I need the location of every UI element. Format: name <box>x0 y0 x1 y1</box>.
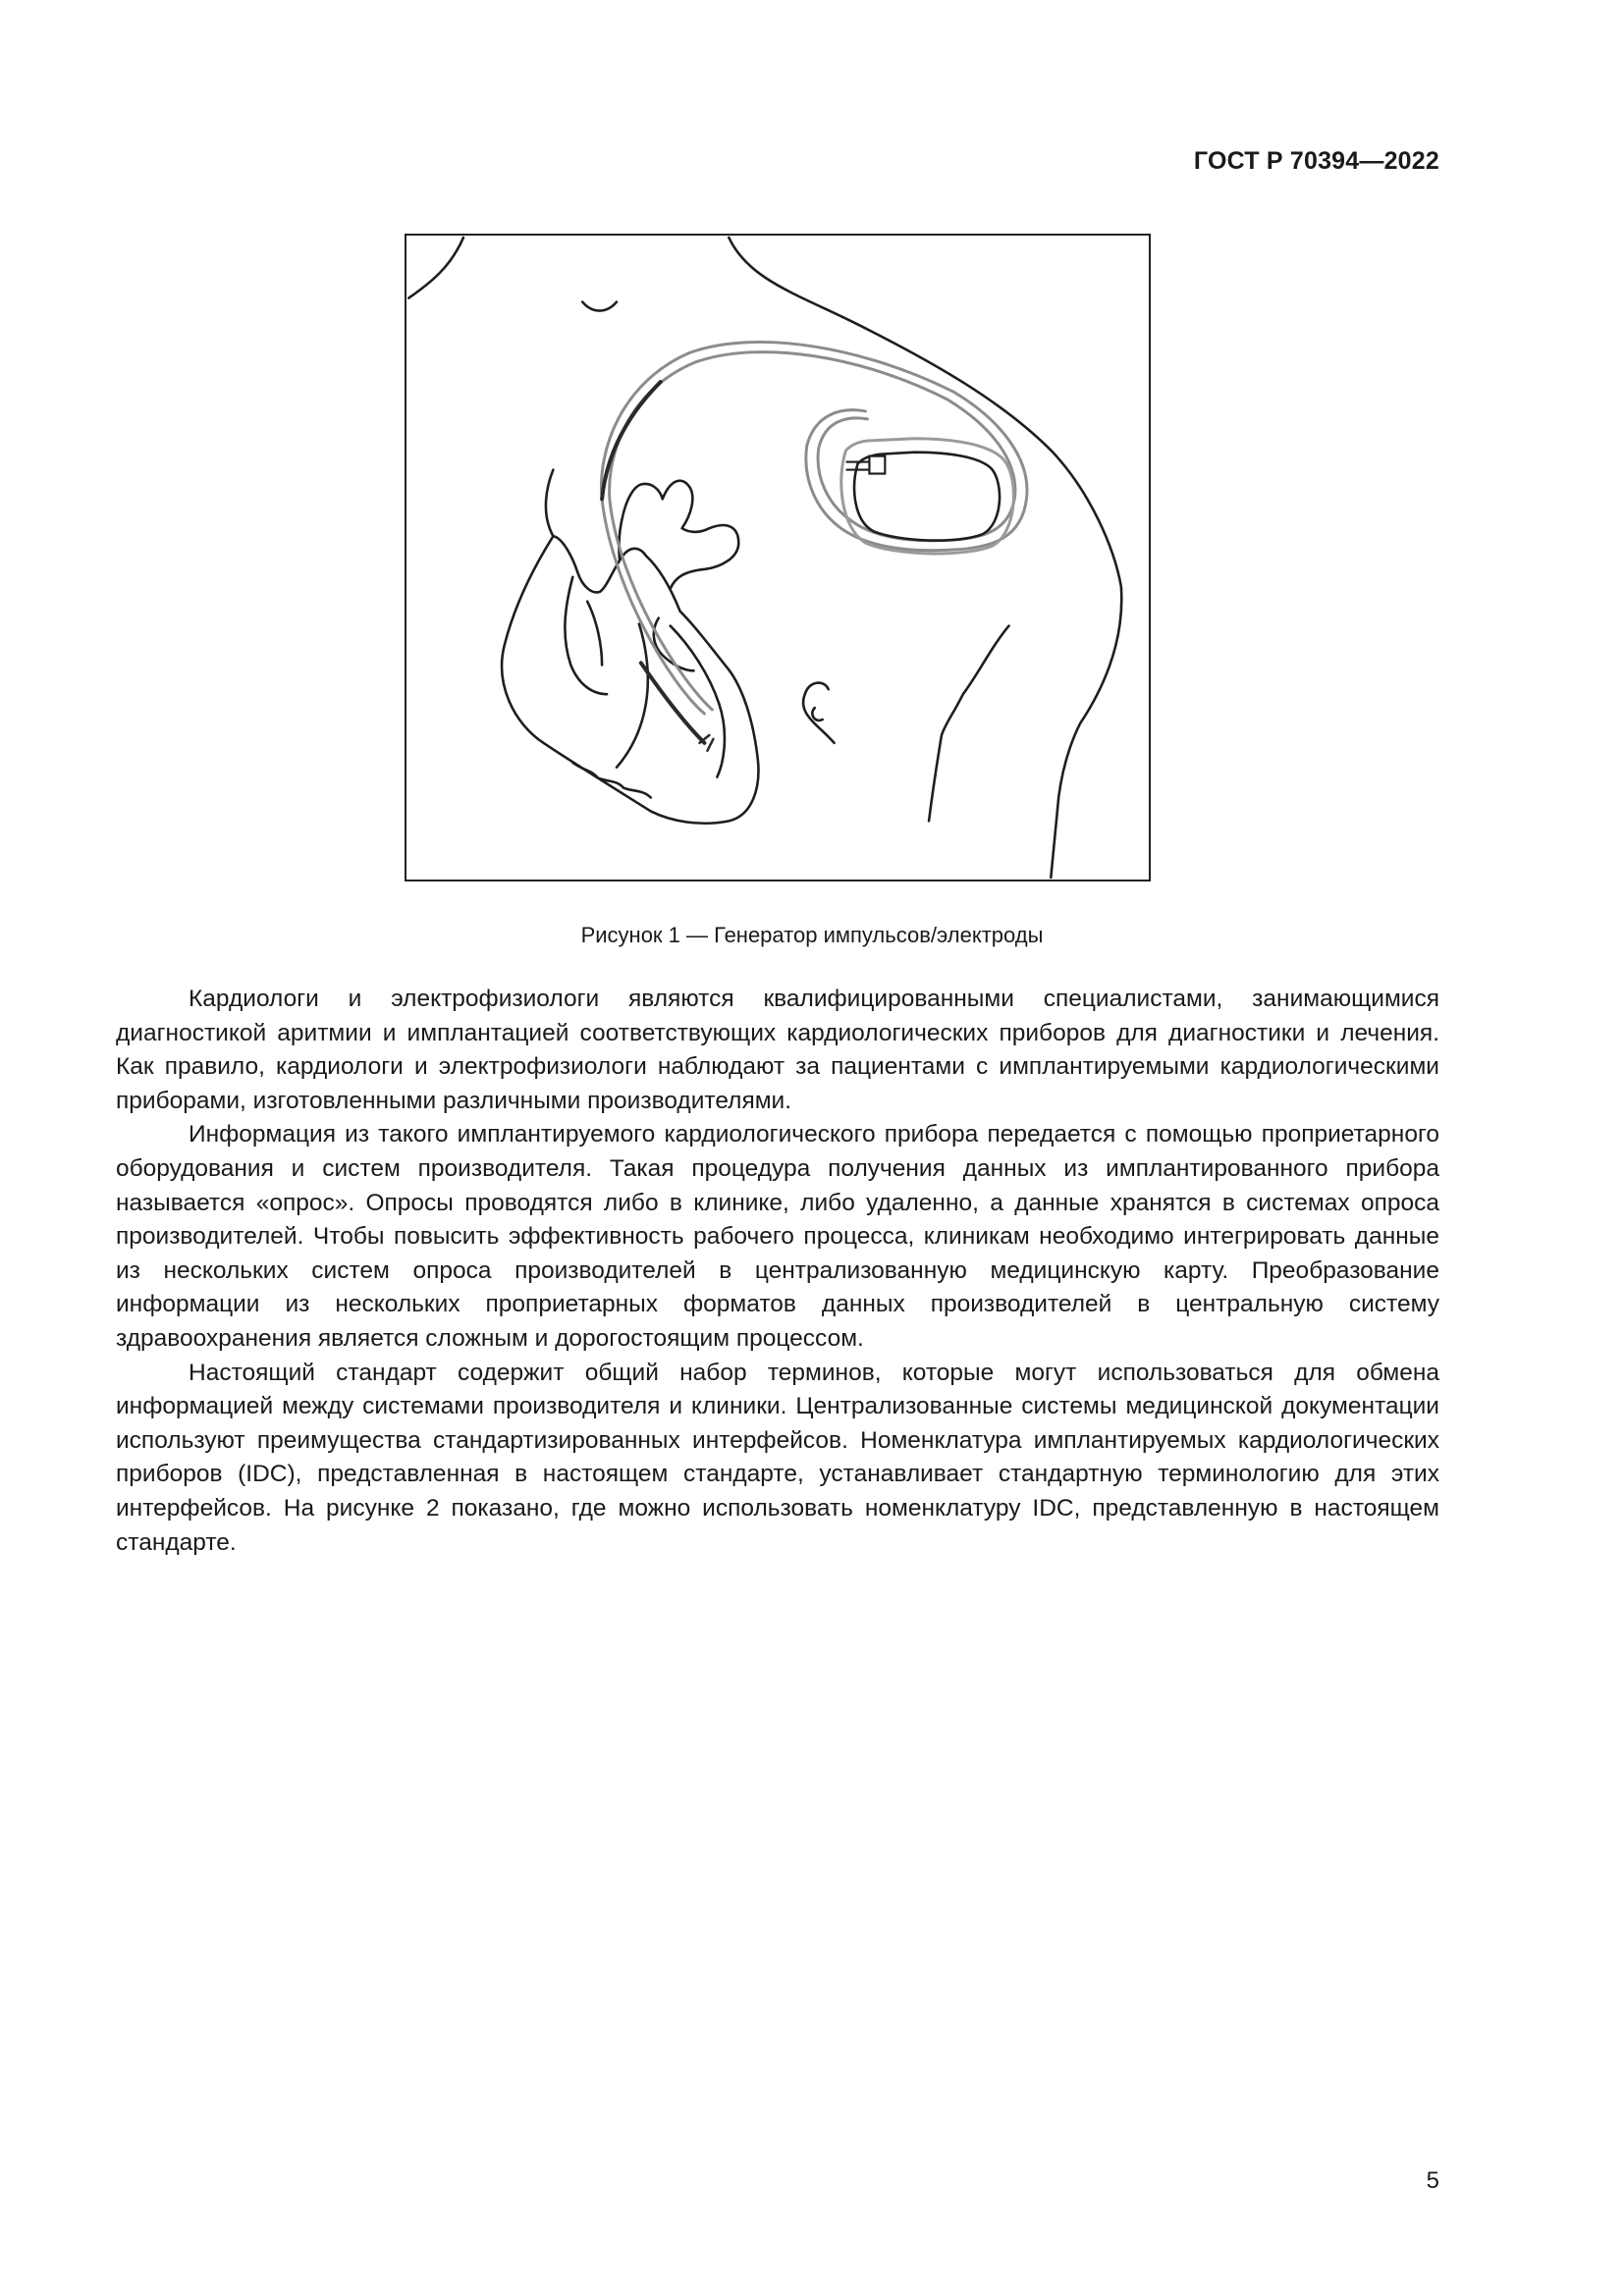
document-header: ГОСТ Р 70394—2022 <box>1193 147 1439 175</box>
paragraph: Информация из такого имплантируемого кардиологического прибора передается с помощью проприетарного оборудования и систем производителя. Такая процедура получения данных из имплантированного прибора называется «опрос». Опросы проводятся либо в клинике, либо удаленно, а данные хранятся в системах опроса производителей. Чтобы повысить эффективность рабочего процесса, клиникам необходимо интегрировать данные из нескольких систем опроса производителей в централизованную медицинскую карту. Преобразование информации из нескольких проприетарных форматов данных производителей в центральную систему здравоохранения является сложным и дорогостоящим процессом. <box>116 1121 1439 1352</box>
heart-left-ventricle <box>671 626 725 777</box>
pulse-generator-device <box>841 439 1014 554</box>
body-outline-nipple-inner <box>812 708 822 721</box>
heart-trabeculae <box>572 763 651 798</box>
body-outline-left-neck <box>408 238 463 298</box>
body-outline-armpit <box>929 626 1009 822</box>
pulse-generator-connector <box>869 456 885 474</box>
body-outline-notch <box>582 302 617 311</box>
pulse-generator-illustration <box>406 236 1149 880</box>
figure-pulse-generator-leads <box>405 234 1151 881</box>
paragraph: Кардиологи и электрофизиологи являются квалифицированными специалистами, занимающимися диагностикой аритмии и имплантацией соответствующих кардиологических приборов для диагностики и лечения. Как правило, кардиологи и электрофизиологи наблюдают за пациентами с имплантируемыми кардиологическими приборами, изготовленными различными производителями. <box>116 986 1439 1114</box>
heart-inner-wall <box>587 602 602 666</box>
heart-right-atrium <box>565 577 607 694</box>
page-number: 5 <box>1426 2167 1439 2194</box>
body-text <box>116 983 1439 1560</box>
figure-caption: Рисунок 1 — Генератор импульсов/электроды <box>580 923 1044 947</box>
body-outline-nipple <box>803 683 835 743</box>
paragraph: Настоящий стандарт содержит общий набор терминов, которые могут использоваться для обмена информацией между системами производителя и клиники. Централизованные системы медицинской документации используют преимущества стандартизированных интерфейсов. Номенклатура имплантируемых кардиологических приборов (IDC), представленная в настоящем стандарте, устанавливает стандартную терминологию для этих интерфейсов. На рисунке 2 показано, где можно использовать номенклатуру IDC, представленную в настоящем стандарте. <box>116 1359 1439 1556</box>
body-outline-right-shoulder <box>729 238 1121 878</box>
heart-vena-cava <box>546 470 553 537</box>
heart-septum <box>617 624 648 768</box>
heart-aorta <box>619 481 738 589</box>
